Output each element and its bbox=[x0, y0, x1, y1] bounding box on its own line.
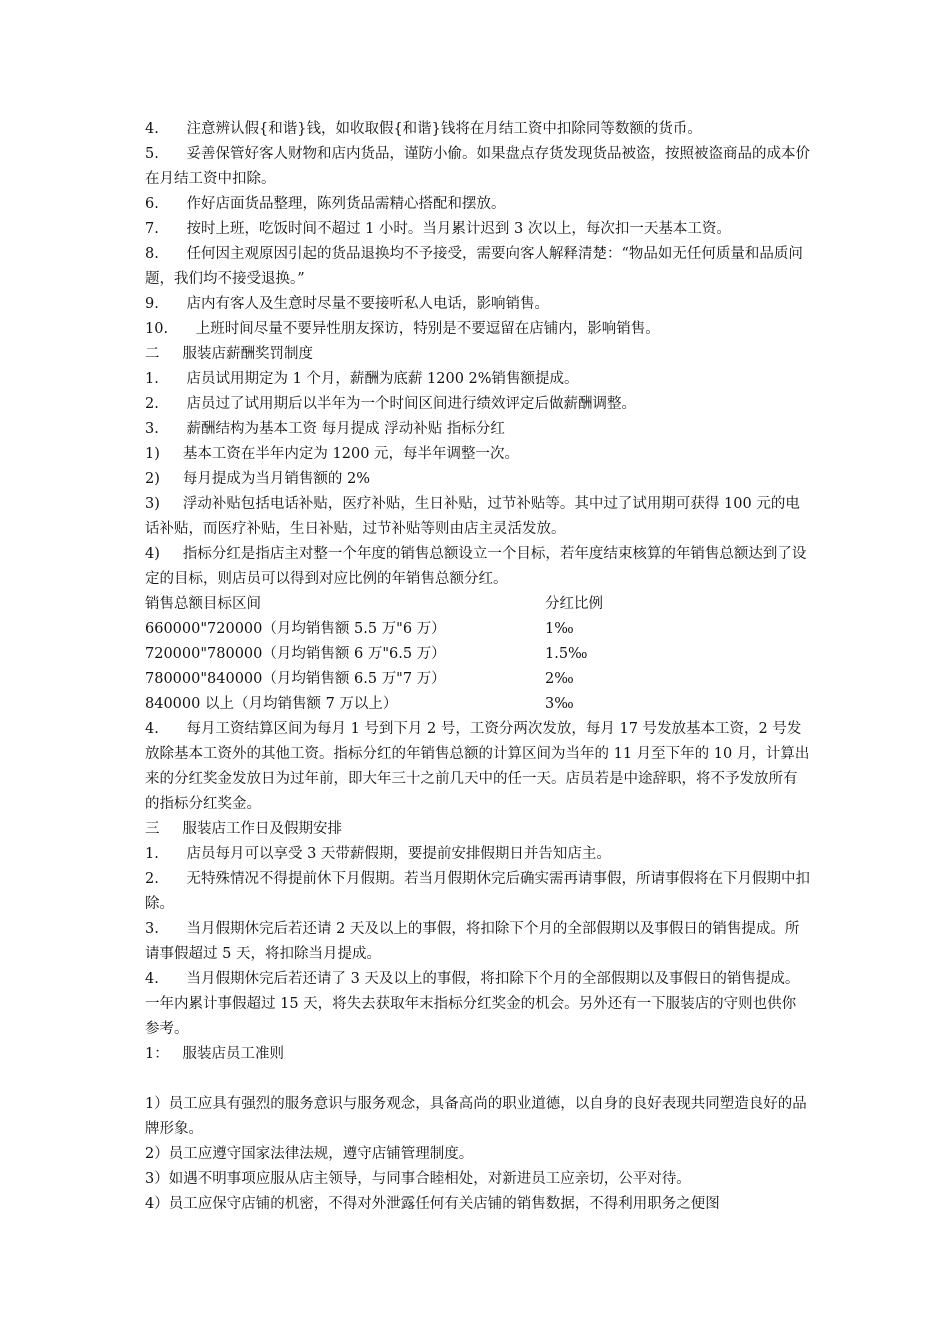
list-item: 1) 基本工资在半年内定为 1200 元，每半年调整一次。 bbox=[145, 446, 520, 462]
list-item: 4) 指标分红是指店主对整一个年度的销售总额设立一个目标，若年度结束核算的年销售总额达到了设定的目标，则店员可以得到对应比例的年销售总额分红。 bbox=[145, 546, 807, 587]
list-item: 4）员工应保守店铺的机密，不得对外泄露任何有关店铺的销售数据，不得利用职务之便图 bbox=[145, 1196, 720, 1212]
table-cell-ratio: 1.5‰ bbox=[545, 646, 588, 662]
list-item: 3）如遇不明事项应服从店主领导，与同事合睦相处，对新进员工应亲切，公平对待。 bbox=[145, 1171, 691, 1187]
table-header-ratio: 分红比例 bbox=[545, 596, 603, 612]
table-cell-range: 720000"780000（月均销售额 6 万"6.5 万） bbox=[145, 646, 446, 662]
list-item: 4. 每月工资结算区间为每月 1 号到下月 2 号，工资分两次发放，每月 17 号发放基本工资，2 号发放除基本工资外的其他工资。指标分红的年销售总额的计算区间为当年的 11 月至下年的 10 月，计算出来的分红奖金发放日为过年前，即大年三十之前几天中的任一天。店员若是中途辞职，将不予发放所有的指标分红奖金。 bbox=[145, 721, 810, 812]
list-item: 7. 按时上班，吃饭时间不超过 1 小时。当月累计迟到 3 次以上，每次扣一天基本工资。 bbox=[145, 221, 731, 237]
list-item: 10. 上班时间尽量不要异性朋友探访，特别是不要逗留在店铺内，影响销售。 bbox=[145, 321, 660, 337]
table-row bbox=[145, 617, 810, 642]
table-cell-ratio: 2‰ bbox=[545, 671, 574, 687]
list-item: 4. 当月假期休完后若还请了 3 天及以上的事假，将扣除下个月的全部假期以及事假日的销售提成。一年内累计事假超过 15 天，将失去获取年末指标分红奖金的机会。另外还有一下服装店的守则也供你参考。 bbox=[145, 971, 800, 1037]
list-item: 1. 店员每月可以享受 3 天带薪假期，要提前安排假期日并告知店主。 bbox=[145, 846, 611, 862]
list-item: 5. 妥善保管好客人财物和店内货品，谨防小偷。如果盘点存货发现货品被盗，按照被盗商品的成本价在月结工资中扣除。 bbox=[145, 146, 810, 187]
spacer bbox=[145, 1067, 810, 1092]
list-item: 3) 浮动补贴包括电话补贴，医疗补贴，生日补贴，过节补贴等。其中过了试用期可获得 100 元的电话补贴，而医疗补贴，生日补贴，过节补贴等则由店主灵活发放。 bbox=[145, 496, 800, 537]
list-item: 1）员工应具有强烈的服务意识与服务观念，具备高尚的职业道德，以自身的良好表现共同塑造良好的品牌形象。 bbox=[145, 1096, 807, 1137]
list-item: 1. 店员试用期定为 1 个月，薪酬为底薪 1200 2%销售额提成。 bbox=[145, 371, 579, 387]
list-item: 3. 薪酬结构为基本工资 每月提成 浮动补贴 指标分红 bbox=[145, 421, 505, 437]
list-item: 2. 店员过了试用期后以半年为一个时间区间进行绩效评定后做薪酬调整。 bbox=[145, 396, 636, 412]
table-cell-range: 840000 以上（月均销售额 7 万以上） bbox=[145, 696, 398, 712]
list-item: 2) 每月提成为当月销售额的 2% bbox=[145, 471, 371, 487]
list-item: 2）员工应遵守国家法律法规，遵守店铺管理制度。 bbox=[145, 1146, 474, 1162]
list-item: 8. 任何因主观原因引起的货品退换均不予接受，需要向客人解释清楚：“物品如无任何质量和品质问题，我们均不接受退换。” bbox=[145, 246, 803, 287]
list-item: 3. 当月假期休完后若还请 2 天及以上的事假，将扣除下个月的全部假期以及事假日的销售提成。所请事假超过 5 天，将扣除当月提成。 bbox=[145, 921, 800, 962]
list-item: 9. 店内有客人及生意时尽量不要接听私人电话，影响销售。 bbox=[145, 296, 549, 312]
section-heading: 三 服装店工作日及假期安排 bbox=[145, 821, 343, 837]
table-cell-ratio: 1‰ bbox=[545, 621, 574, 637]
table-row bbox=[145, 692, 810, 717]
section-heading: 二 服装店薪酬奖罚制度 bbox=[145, 346, 314, 362]
table-header bbox=[145, 592, 810, 617]
document-page bbox=[145, 117, 810, 1217]
list-item: 4. 注意辨认假{和谐}钱，如收取假{和谐}钱将在月结工资中扣除同等数额的货币。 bbox=[145, 121, 702, 137]
table-cell-range: 660000"720000（月均销售额 5.5 万"6 万） bbox=[145, 621, 446, 637]
table-row bbox=[145, 667, 810, 692]
table-row bbox=[145, 642, 810, 667]
table-header-range: 销售总额目标区间 bbox=[145, 596, 261, 612]
table-cell-range: 780000"840000（月均销售额 6.5 万"7 万） bbox=[145, 671, 446, 687]
list-item: 6. 作好店面货品整理，陈列货品需精心搭配和摆放。 bbox=[145, 196, 506, 212]
table-cell-ratio: 3‰ bbox=[545, 696, 574, 712]
list-item: 2. 无特殊情况不得提前休下月假期。若当月假期休完后确实需再请事假，所请事假将在下月假期中扣除。 bbox=[145, 871, 810, 912]
rules-heading: 1： 服装店员工准则 bbox=[145, 1046, 285, 1062]
